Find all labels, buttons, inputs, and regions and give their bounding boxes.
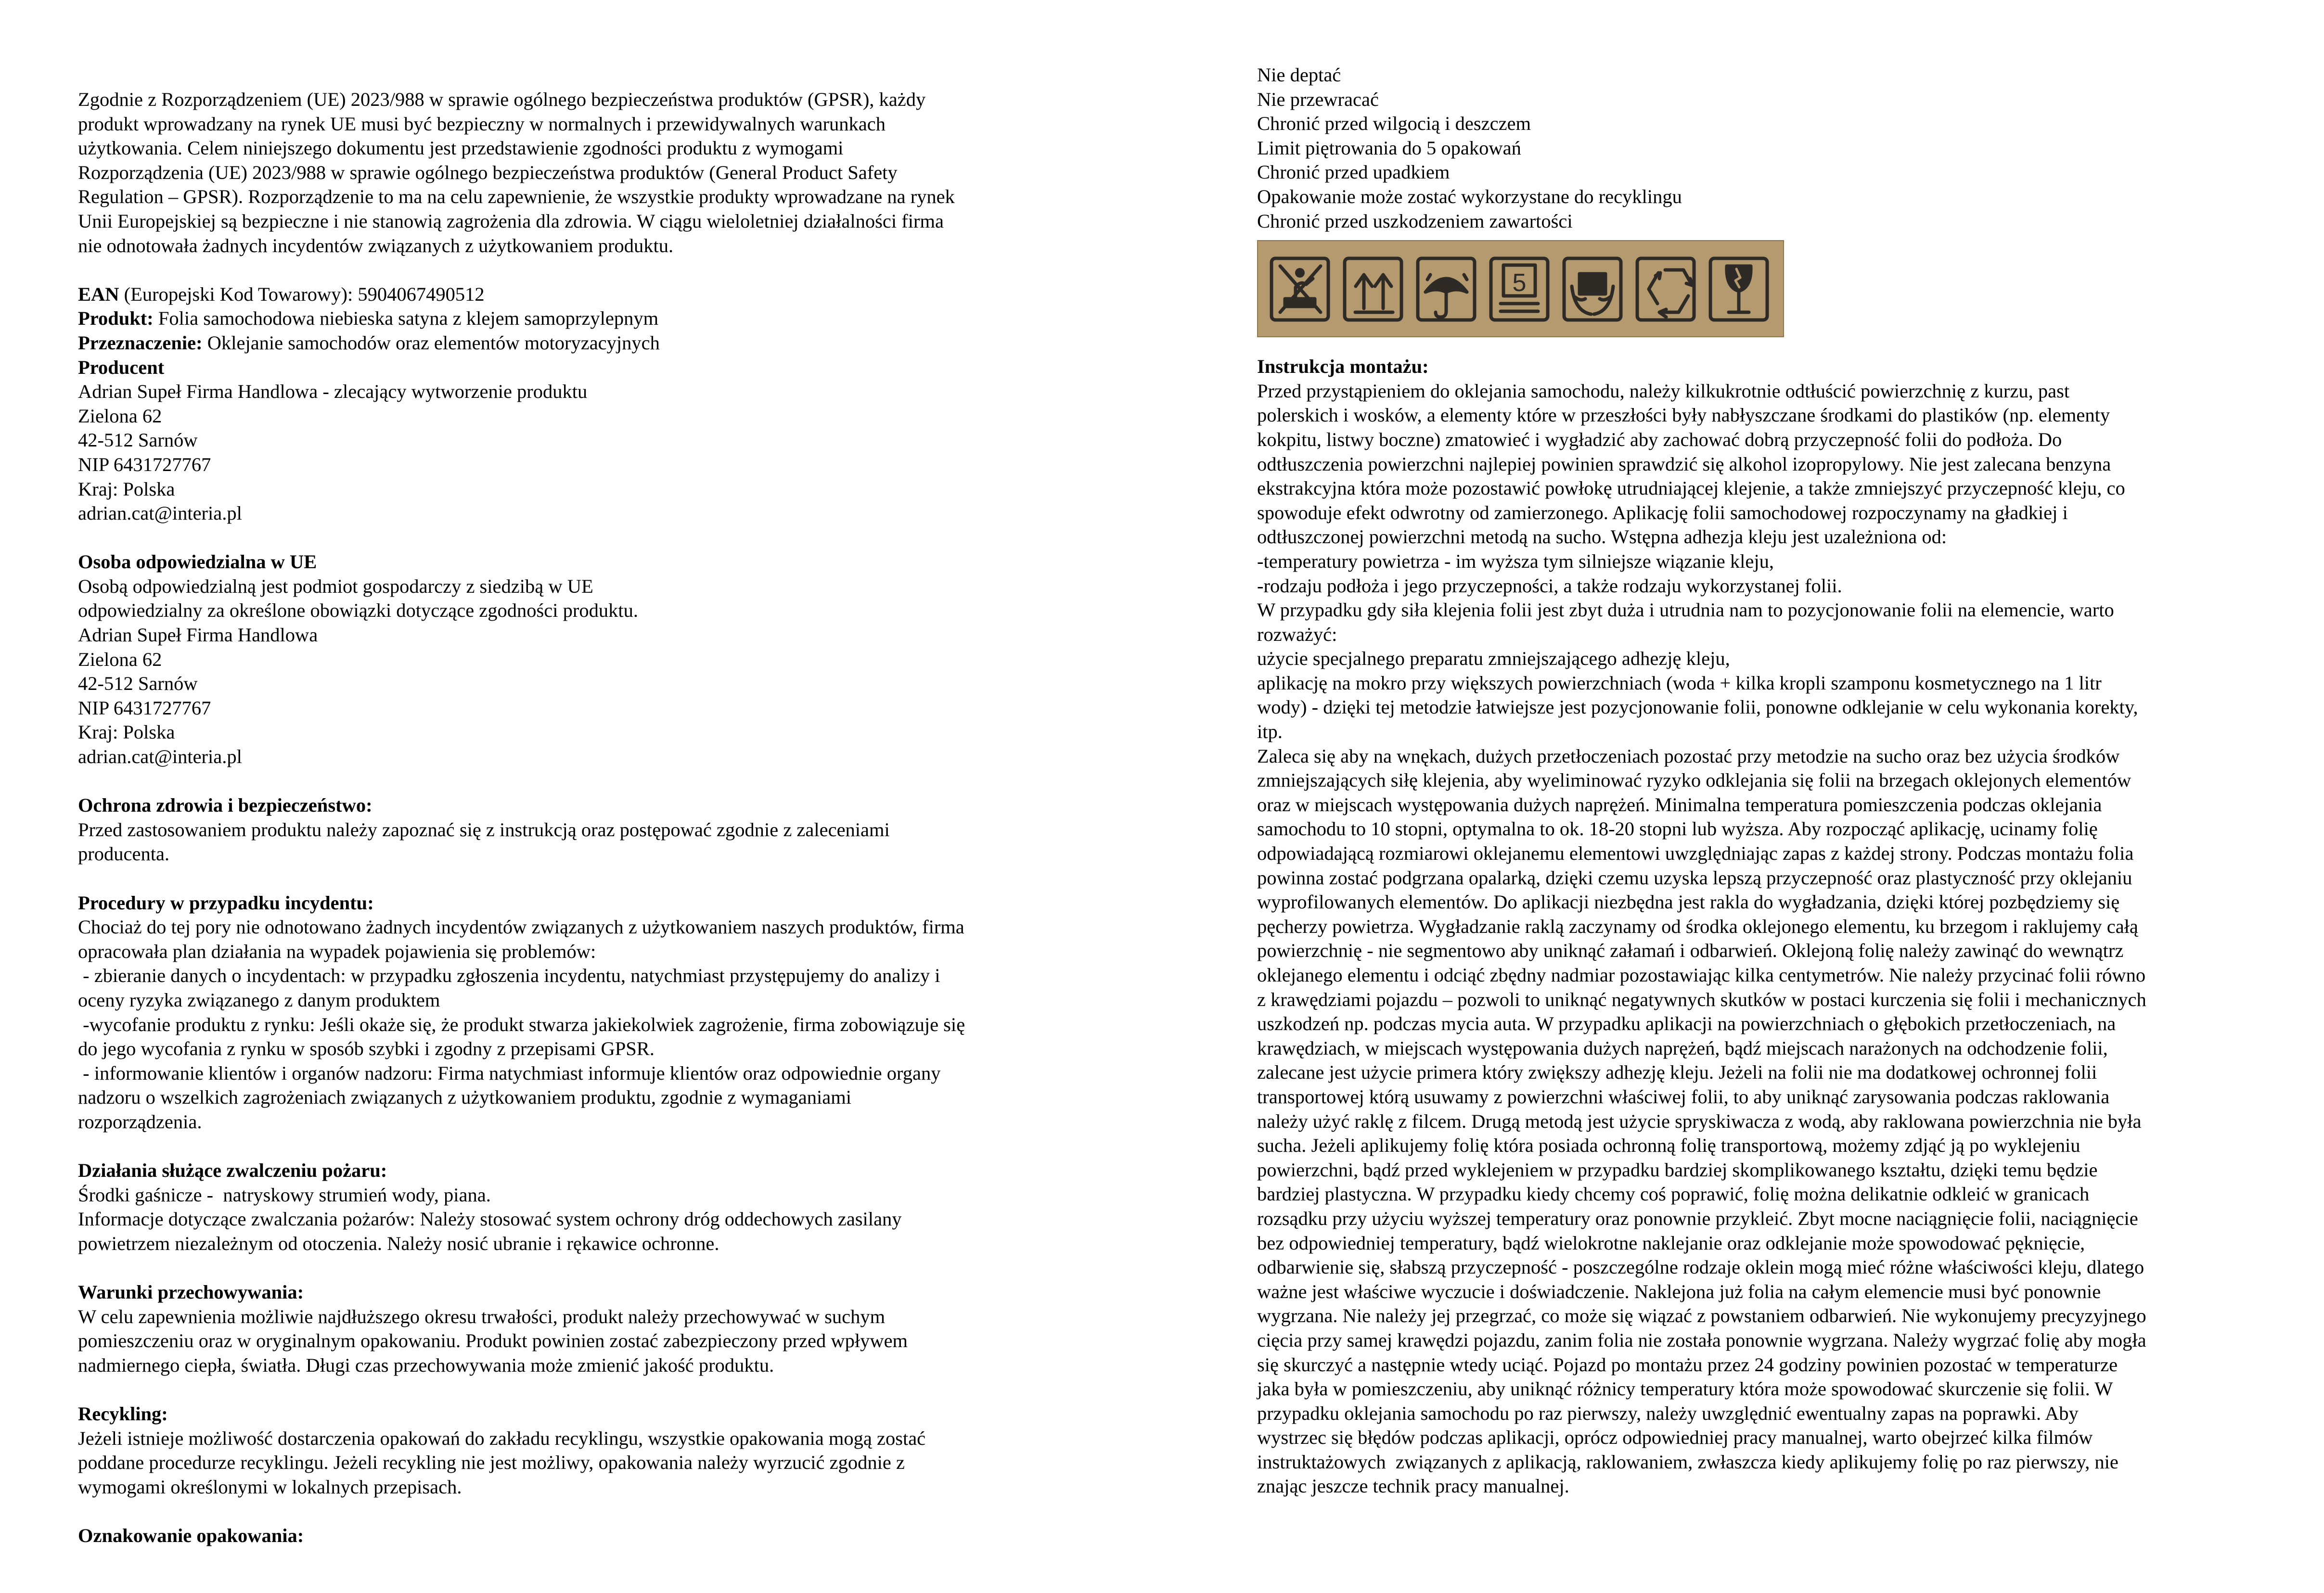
text-line: Adrian Supeł Firma Handlowa - zlecający wytworzenie produktu [78, 381, 588, 403]
ean-label: EAN [78, 283, 119, 305]
text-line: -temperatury powietrza - im wyższa tym silniejsze wiązanie kleju, [1257, 550, 1774, 572]
incident-heading: Procedury w przypadku incydentu: [78, 892, 374, 914]
text-line: rozsądku przy użyciu wyższej temperatury oraz ponownie przykleić. Zbyt mocne naciągnięcie folii, naciągnięcie [1257, 1207, 2138, 1229]
text-line: Unii Europejskiej są bezpieczne i nie stanowią zagrożenia dla zdrowia. W ciągu wieloletniej działalności firma [78, 210, 944, 232]
text-line: Kraj: Polska [78, 721, 175, 743]
packaging-marking-heading: Oznakowanie opakowania: [78, 1525, 304, 1547]
text-line: powierzchnię - nie segmentowo aby uniknąć załamań i odbarwień. Oklejoną folię należy zawinąć do wewnątrz [1257, 940, 2124, 962]
text-line: Środki gaśnicze - natryskowy strumień wody, piana. [78, 1184, 491, 1206]
text-line: poddane procedurze recyklingu. Jeżeli recykling nie jest możliwy, opakowania należy wyrzucić zgodnie z [78, 1452, 905, 1474]
text-line: instruktażowych związanych z aplikacją, raklowaniem, zwłaszcza kiedy aplikujemy folię po raz pierwszy, nie [1257, 1451, 2119, 1473]
health-safety-heading: Ochrona zdrowia i bezpieczeństwo: [78, 794, 372, 816]
text-line: uszkodzeń np. podczas mycia auta. W przypadku aplikacji na powierzchniach o głębokich przetłoczeniach, na [1257, 1013, 2116, 1035]
purpose-label: Przeznaczenie: [78, 331, 203, 354]
text-line: wystrzec się błędów podczas aplikacji, oprócz odpowiedniej pracy manualnej, warto obejrzeć kilka filmów [1257, 1427, 2093, 1449]
right-column [1257, 63, 2258, 1499]
left-column [78, 88, 1065, 1548]
text-line: wody) - dzięki tej metodzie łatwiejsze jest pozycjonowanie folii, ponowne odklejanie w celu wykonania korekty, [1257, 696, 2138, 718]
product-label: Produkt: [78, 307, 154, 330]
purpose-value: Oklejanie samochodów oraz elementów motoryzacyjnych [202, 331, 660, 354]
text-line: samochodu to 10 stopni, optymalna to ok. 18-20 stopni lub wyższa. Aby rozpocząć aplikację, ucinamy folię [1257, 818, 2098, 840]
eu-responsible-details [78, 574, 1065, 769]
installation-text [1257, 379, 2258, 1499]
text-line: oraz w miejscach występowania dużych naprężeń. Minimalna temperatura pomieszczenia podczas oklejania [1257, 793, 2102, 816]
text-line: Chronić przed wilgocią i deszczem [1257, 113, 1531, 135]
text-line: Limit piętrowania do 5 opakowań [1257, 137, 1521, 159]
text-line: Jeżeli istnieje możliwość dostarczenia opakowań do zakładu recyklingu, wszystkie opakowania mogą zostać [78, 1427, 926, 1449]
text-line: transportowej którą usuwamy z powierzchni właściwej folii, to aby uniknąć zarysowania podczas raklowania [1257, 1085, 2110, 1108]
text-line: rozważyć: [1257, 623, 1337, 645]
text-line: rozporządzenia. [78, 1110, 202, 1133]
fire-text [78, 1183, 1065, 1256]
text-line: się skurczyć a następnie wtedy uciąć. Pojazd po montażu przez 24 godziny powinien pozostać w temperaturze [1257, 1353, 2118, 1376]
ean-line [78, 282, 1065, 307]
text-line: cięcia przy samej krawędzi pojazdu, zanim folia nie została ponownie wygrzana. Należy wygrzać folię aby mogła [1257, 1329, 2146, 1351]
text-line: Przed przystąpieniem do oklejania samochodu, należy kilkukrotnie odtłuścić powierzchnię z kurzu, past [1257, 380, 2070, 402]
text-line: odpowiadającą rozmiarowi oklejanemu elementowi uwzględniając zapas z każdej strony. Podczas montażu folia [1257, 842, 2134, 865]
text-line: - informowanie klientów i organów nadzoru: Firma natychmiast informuje klientów oraz odpowiednie organy [78, 1062, 941, 1084]
text-line: Nie deptać [1257, 64, 1341, 86]
text-line: jaka była w pomieszczeniu, aby uniknąć różnicy temperatury która może spowodować skurczenie się folii. W [1257, 1378, 2113, 1400]
text-line: odtłuszczonej powierzchni metodą na sucho. Wstępna adhezja kleju jest uzależniona od: [1257, 526, 1947, 548]
text-line: adrian.cat@interia.pl [78, 502, 242, 524]
storage-heading: Warunki przechowywania: [78, 1281, 304, 1303]
text-line: NIP 6431727767 [78, 697, 211, 719]
text-line: wymogami określonymi w lokalnych przepisach. [78, 1476, 462, 1498]
packaging-marking-list [1257, 63, 2258, 233]
ean-value: (Europejski Kod Towarowy): 5904067490512 [119, 283, 485, 305]
text-line: odtłuszczenia powierzchni najlepiej powinien sprawdzić się alkohol izopropylowy. Nie jest zalecana benzyna [1257, 453, 2111, 475]
text-line: pęcherzy powietrza. Wygładzanie raklą zaczynamy od środka oklejonego elementu, ku brzegom i raklujemy całą [1257, 915, 2138, 937]
text-line: adrian.cat@interia.pl [78, 746, 242, 768]
text-line: Chronić przed uszkodzeniem zawartości [1257, 210, 1573, 232]
text-line: W przypadku gdy siła klejenia folii jest zbyt duża i utrudnia nam to pozycjonowanie folii na elemencie, warto [1257, 599, 2114, 621]
text-line: użycie specjalnego preparatu zmniejszającego adhezję kleju, [1257, 648, 1730, 670]
text-line: Zielona 62 [78, 648, 162, 670]
recycling-text [78, 1427, 1065, 1500]
text-line: zalecane jest użycie primera który zwiększy adhezję kleju. Jeżeli na folii nie ma dodatkowej ochronnej folii [1257, 1061, 2097, 1083]
text-line: krawędziach, w miejscach występowania dużych naprężeń, bądź miejscach narażonych na odchodzenie folii, [1257, 1037, 2108, 1059]
text-line: Opakowanie może zostać wykorzystane do recyklingu [1257, 185, 1682, 207]
text-line: - zbieranie danych o incydentach: w przypadku zgłoszenia incydentu, natychmiast przystępujemy do analizy i [78, 965, 940, 987]
text-line: odpowiedzialny za określone obowiązki dotyczące zgodności produktu. [78, 599, 638, 622]
text-line: spowoduje efekt odwrotny od zamierzonego. Aplikację folii samochodowej rozpoczynamy na gładkiej i [1257, 501, 2068, 523]
text-line: Chronić przed upadkiem [1257, 161, 1450, 183]
text-line: nadzoru o wszelkich zagrożeniach związanych z użytkowaniem produktu, zgodnie z wymaganiami [78, 1086, 851, 1109]
text-line: Rozporządzenia (UE) 2023/988 w sprawie ogólnego bezpieczeństwa produktów (General Product Safety [78, 161, 898, 183]
installation-heading: Instrukcja montażu: [1257, 356, 1429, 378]
text-line: Zgodnie z Rozporządzeniem (UE) 2023/988 w sprawie ogólnego bezpieczeństwa produktów (GPSR), każdy [78, 89, 926, 110]
text-line: Przed zastosowaniem produktu należy zapoznać się z instrukcją oraz postępować zgodnie z zaleceniami [78, 818, 890, 841]
text-line: produkt wprowadzany na rynek UE musi być bezpieczny w normalnych i przewidywalnych warunkach [78, 113, 886, 135]
text-line: powietrzem niezależnym od otoczenia. Należy nosić ubranie i rękawice ochronne. [78, 1232, 719, 1254]
text-line: nie odnotowała żadnych incydentów związanych z użytkowaniem produktu. [78, 234, 674, 256]
text-line: powierzchni, bądź przed wyklejeniem w przypadku bardziej skomplikowanego kształtu, dzięki temu będzie [1257, 1159, 2098, 1181]
text-line: Zielona 62 [78, 405, 162, 427]
text-line: opracowała plan działania na wypadek pojawienia się problemów: [78, 940, 596, 962]
text-line: aplikację na mokro przy większych powierzchniach (woda + kilka kropli szamponu kosmetycznego na 1 litr [1257, 672, 2102, 694]
text-line: bez odpowiedniej temperatury, bądź wielokrotne naklejanie oraz odklejanie może spowodować pęknięcie, [1257, 1232, 2085, 1254]
text-line: powinna zostać podgrzana opalarką, dzięki czemu uzyska lepszą przyczepność oraz plastyczność przy oklejaniu [1257, 867, 2132, 889]
text-line: itp. [1257, 721, 1283, 743]
producer-details [78, 380, 1065, 526]
text-line: z krawędziami pojazdu – pozwoli to uniknąć negatywnych skutków w postaci kurczenia się folii i mechanicznych [1257, 988, 2146, 1010]
text-line: kokpitu, listwy boczne) zmatowieć i wygładzić aby zachować dobrą przyczepność folii do podłoża. Do [1257, 428, 2062, 450]
producer-heading: Producent [78, 356, 165, 378]
text-line: przypadku oklejania samochodu po raz pierwszy, należy uwzględnić ewentualny zapas na poprawki. Aby [1257, 1402, 2079, 1424]
text-line: NIP 6431727767 [78, 453, 211, 475]
text-line: producenta. [78, 843, 170, 865]
product-line [78, 306, 1065, 331]
text-line: Zaleca się aby na wnękach, dużych przetłoczeniach pozostać przy metodzie na sucho oraz bez użycia środków [1257, 745, 2120, 767]
fire-heading: Działania służące zwalczeniu pożaru: [78, 1160, 387, 1182]
product-value: Folia samochodowa niebieska satyna z klejem samoprzylepnym [153, 307, 659, 330]
text-line: ekstrakcyjna która może pozostawić powłokę utrudniającej klejenie, a także zmniejszyć przyczepność kleju, co [1257, 477, 2125, 499]
text-line: Adrian Supeł Firma Handlowa [78, 624, 318, 646]
text-line: sucha. Jeżeli aplikujemy folię która posiada ochronną folię transportową, możemy zdjąć ją po wyklejeniu [1257, 1134, 2080, 1157]
text-line: Osobą odpowiedzialną jest podmiot gospodarczy z siedzibą w UE [78, 575, 593, 597]
intro-paragraph [78, 88, 1065, 258]
text-line: pomieszczeniu oraz w oryginalnym opakowaniu. Produkt powinien zostać zabezpieczony przed wpływem [78, 1330, 908, 1352]
text-line: Regulation – GPSR). Rozporządzenie to ma na celu zapewnienie, że wszystkie produkty wprowadzane na rynek [78, 186, 955, 208]
incident-text [78, 915, 1065, 1134]
text-line: polerskich i wosków, a elementy które w przeszłości były nabłyszczane środkami do plastików (np. elementy [1257, 404, 2110, 426]
text-line: użytkowania. Celem niniejszego dokumentu jest przedstawienie zgodności produktu z wymogami [78, 137, 844, 159]
text-line: Nie przewracać [1257, 88, 1379, 110]
text-line: Informacje dotyczące zwalczania pożarów: Należy stosować system ochrony dróg oddechowych zasilany [78, 1208, 902, 1230]
text-line: W celu zapewnienia możliwie najdłuższego okresu trwałości, produkt należy przechowywać w suchym [78, 1305, 886, 1327]
text-line: Chociaż do tej pory nie odnotowano żadnych incydentów związanych z użytkowaniem naszych produktów, firma [78, 916, 964, 938]
text-line: odbarwienie się, słabszą przyczepność - poszczególne rodzaje oklein mogą mieć różne właściwości kleju, dlatego [1257, 1256, 2144, 1278]
text-line: Kraj: Polska [78, 478, 175, 500]
text-line: ważne jest właściwe wyczucie i doświadczenie. Naklejona już folia na całym elemencie musi być ponownie [1257, 1280, 2101, 1302]
text-line: oceny ryzyka związanego z danym produktem [78, 989, 440, 1011]
text-line: -rodzaju podłoża i jego przyczepności, a także rodzaju wykorzystanej folii. [1257, 574, 1842, 597]
text-line: wyprofilowanych elementów. Do aplikacji niezbędna jest rakla do wygładzania, dzięki której pozbędziemy się [1257, 891, 2120, 913]
text-line: zmniejszających siłę klejenia, aby wyeliminować ryzyko odklejania się folii na brzegach oklejonych elementów [1257, 769, 2131, 791]
recycling-heading: Recykling: [78, 1403, 168, 1425]
text-line: nadmiernego ciepła, światła. Długi czas przechowywania może zmienić jakość produktu. [78, 1354, 774, 1376]
text-line: -wycofanie produktu z rynku: Jeśli okaże się, że produkt stwarza jakiekolwiek zagrożenie, firma zobowiązuje się [78, 1013, 965, 1035]
packaging-symbols-strip [1257, 240, 1784, 337]
health-safety-text [78, 818, 1065, 867]
text-line: bardziej plastyczna. W przypadku kiedy chcemy coś poprawić, folię można delikatnie odkleić w granicach [1257, 1183, 2090, 1205]
text-line: do jego wycofania z rynku w sposób szybki i zgodny z przepisami GPSR. [78, 1038, 655, 1060]
purpose-line [78, 331, 1065, 356]
eu-responsible-heading: Osoba odpowiedzialna w UE [78, 551, 317, 573]
text-line: 42-512 Sarnów [78, 429, 198, 451]
text-line: znając jeszcze technik pracy manualnej. [1257, 1475, 1569, 1497]
storage-text [78, 1305, 1065, 1378]
text-line: wygrzana. Nie należy jej przegrzać, co może się wiązać z powstaniem odbarwień. Nie wykonujemy precyzyjnego [1257, 1305, 2146, 1327]
text-line: 42-512 Sarnów [78, 673, 198, 695]
stack-limit-number: 5 [1512, 269, 1527, 297]
text-line: należy użyć raklę z filcem. Drugą metodą jest użycie spryskiwacza z wodą, aby raklowana powierzchnia nie była [1257, 1110, 2142, 1132]
text-line: oklejanego elementu i odciąć zbędny nadmiar pozostawiając kilka centymetrów. Nie należy przycinać folii równo [1257, 964, 2146, 986]
